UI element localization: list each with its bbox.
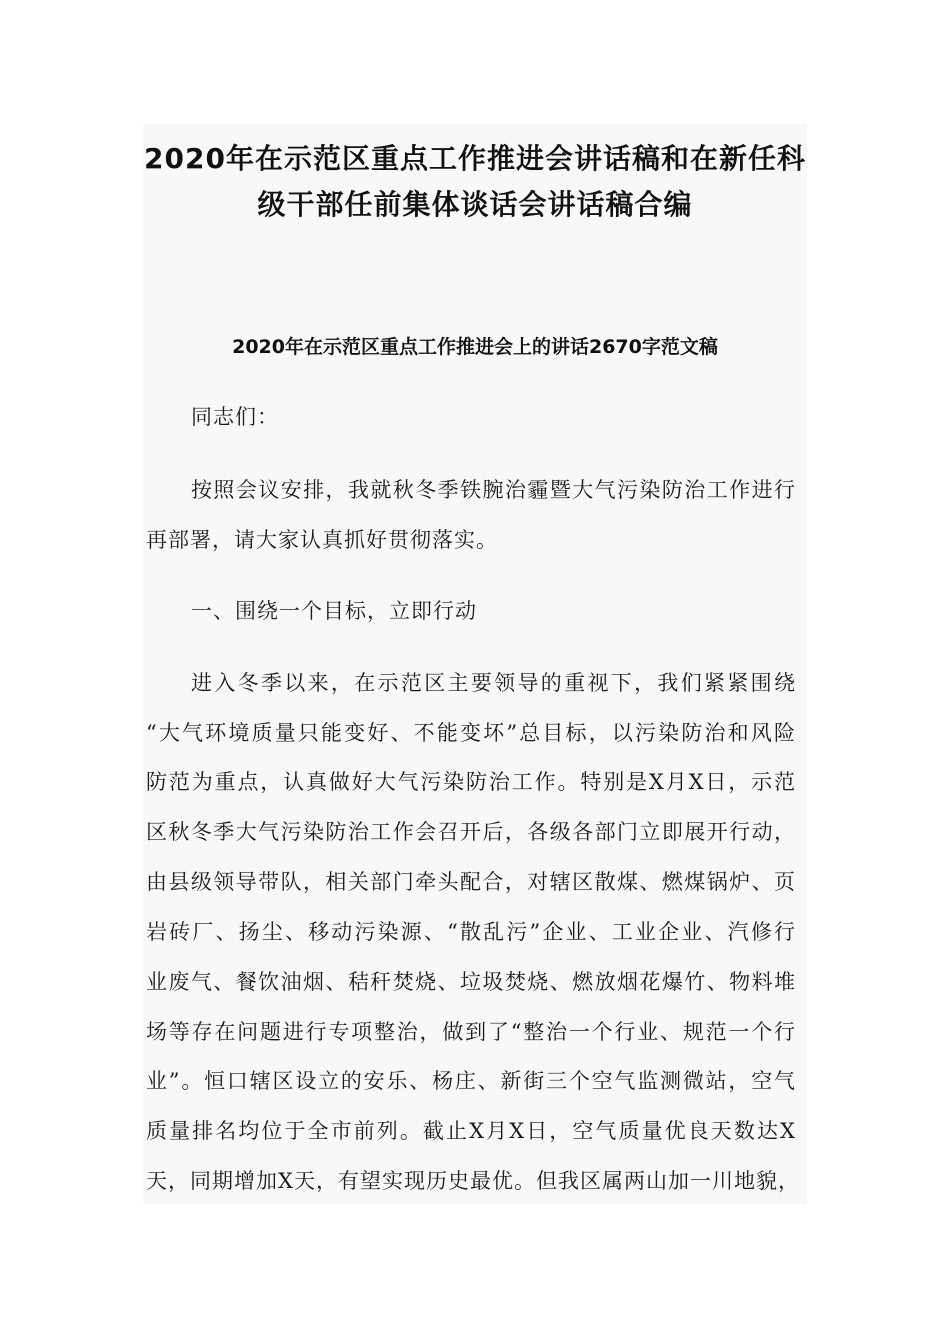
body-line: 业”。恒口辖区设立的安乐、杨庄、新街三个空气监测微站，空气 [146,1069,796,1093]
section-heading: 一、围绕一个目标，立即行动 [191,599,477,623]
body-line: 天，同期增加X天，有望实现历史最优。但我区属两山加一川地貌， [146,1169,800,1193]
salutation: 同志们： [191,405,279,429]
body-line: 由县级领导带队，相关部门牵头配合，对辖区散煤、燃煤锅炉、页 [146,870,796,894]
body-line: 进入冬季以来，在示范区主要领导的重视下，我们紧紧围绕 [191,671,796,695]
body-line: 防范为重点，认真做好大气污染防治工作。特别是X月X日，示范 [146,770,796,794]
body-line: 岩砖厂、扬尘、移动污染源、“散乱污”企业、工业企业、汽修行 [146,920,796,944]
title-line-1: 2020年在示范区重点工作推进会讲话稿和在新任科 [144,142,806,175]
body-line: “大气环境质量只能变好、不能变坏”总目标，以污染防治和风险 [146,721,796,745]
body-line: 业废气、餐饮油烟、秸秆焚烧、垃圾焚烧、燃放烟花爆竹、物料堆 [146,970,796,994]
intro-line: 按照会议安排，我就秋冬季铁腕治霾暨大气污染防治工作进行 [191,478,796,502]
intro-line: 再部署，请大家认真抓好贯彻落实。 [146,528,498,552]
body-line: 区秋冬季大气污染防治工作会召开后，各级各部门立即展开行动， [146,820,796,844]
body-line: 场等存在问题进行专项整治，做到了“整治一个行业、规范一个行 [146,1020,796,1044]
speech-subtitle: 2020年在示范区重点工作推进会上的讲话2670字范文稿 [232,336,718,358]
document-title [0,136,950,228]
title-line-2: 级干部任前集体谈话会讲话稿合编 [257,188,693,221]
body-line: 质量排名均位于全市前列。截止X月X日，空气质量优良天数达X [146,1119,796,1143]
